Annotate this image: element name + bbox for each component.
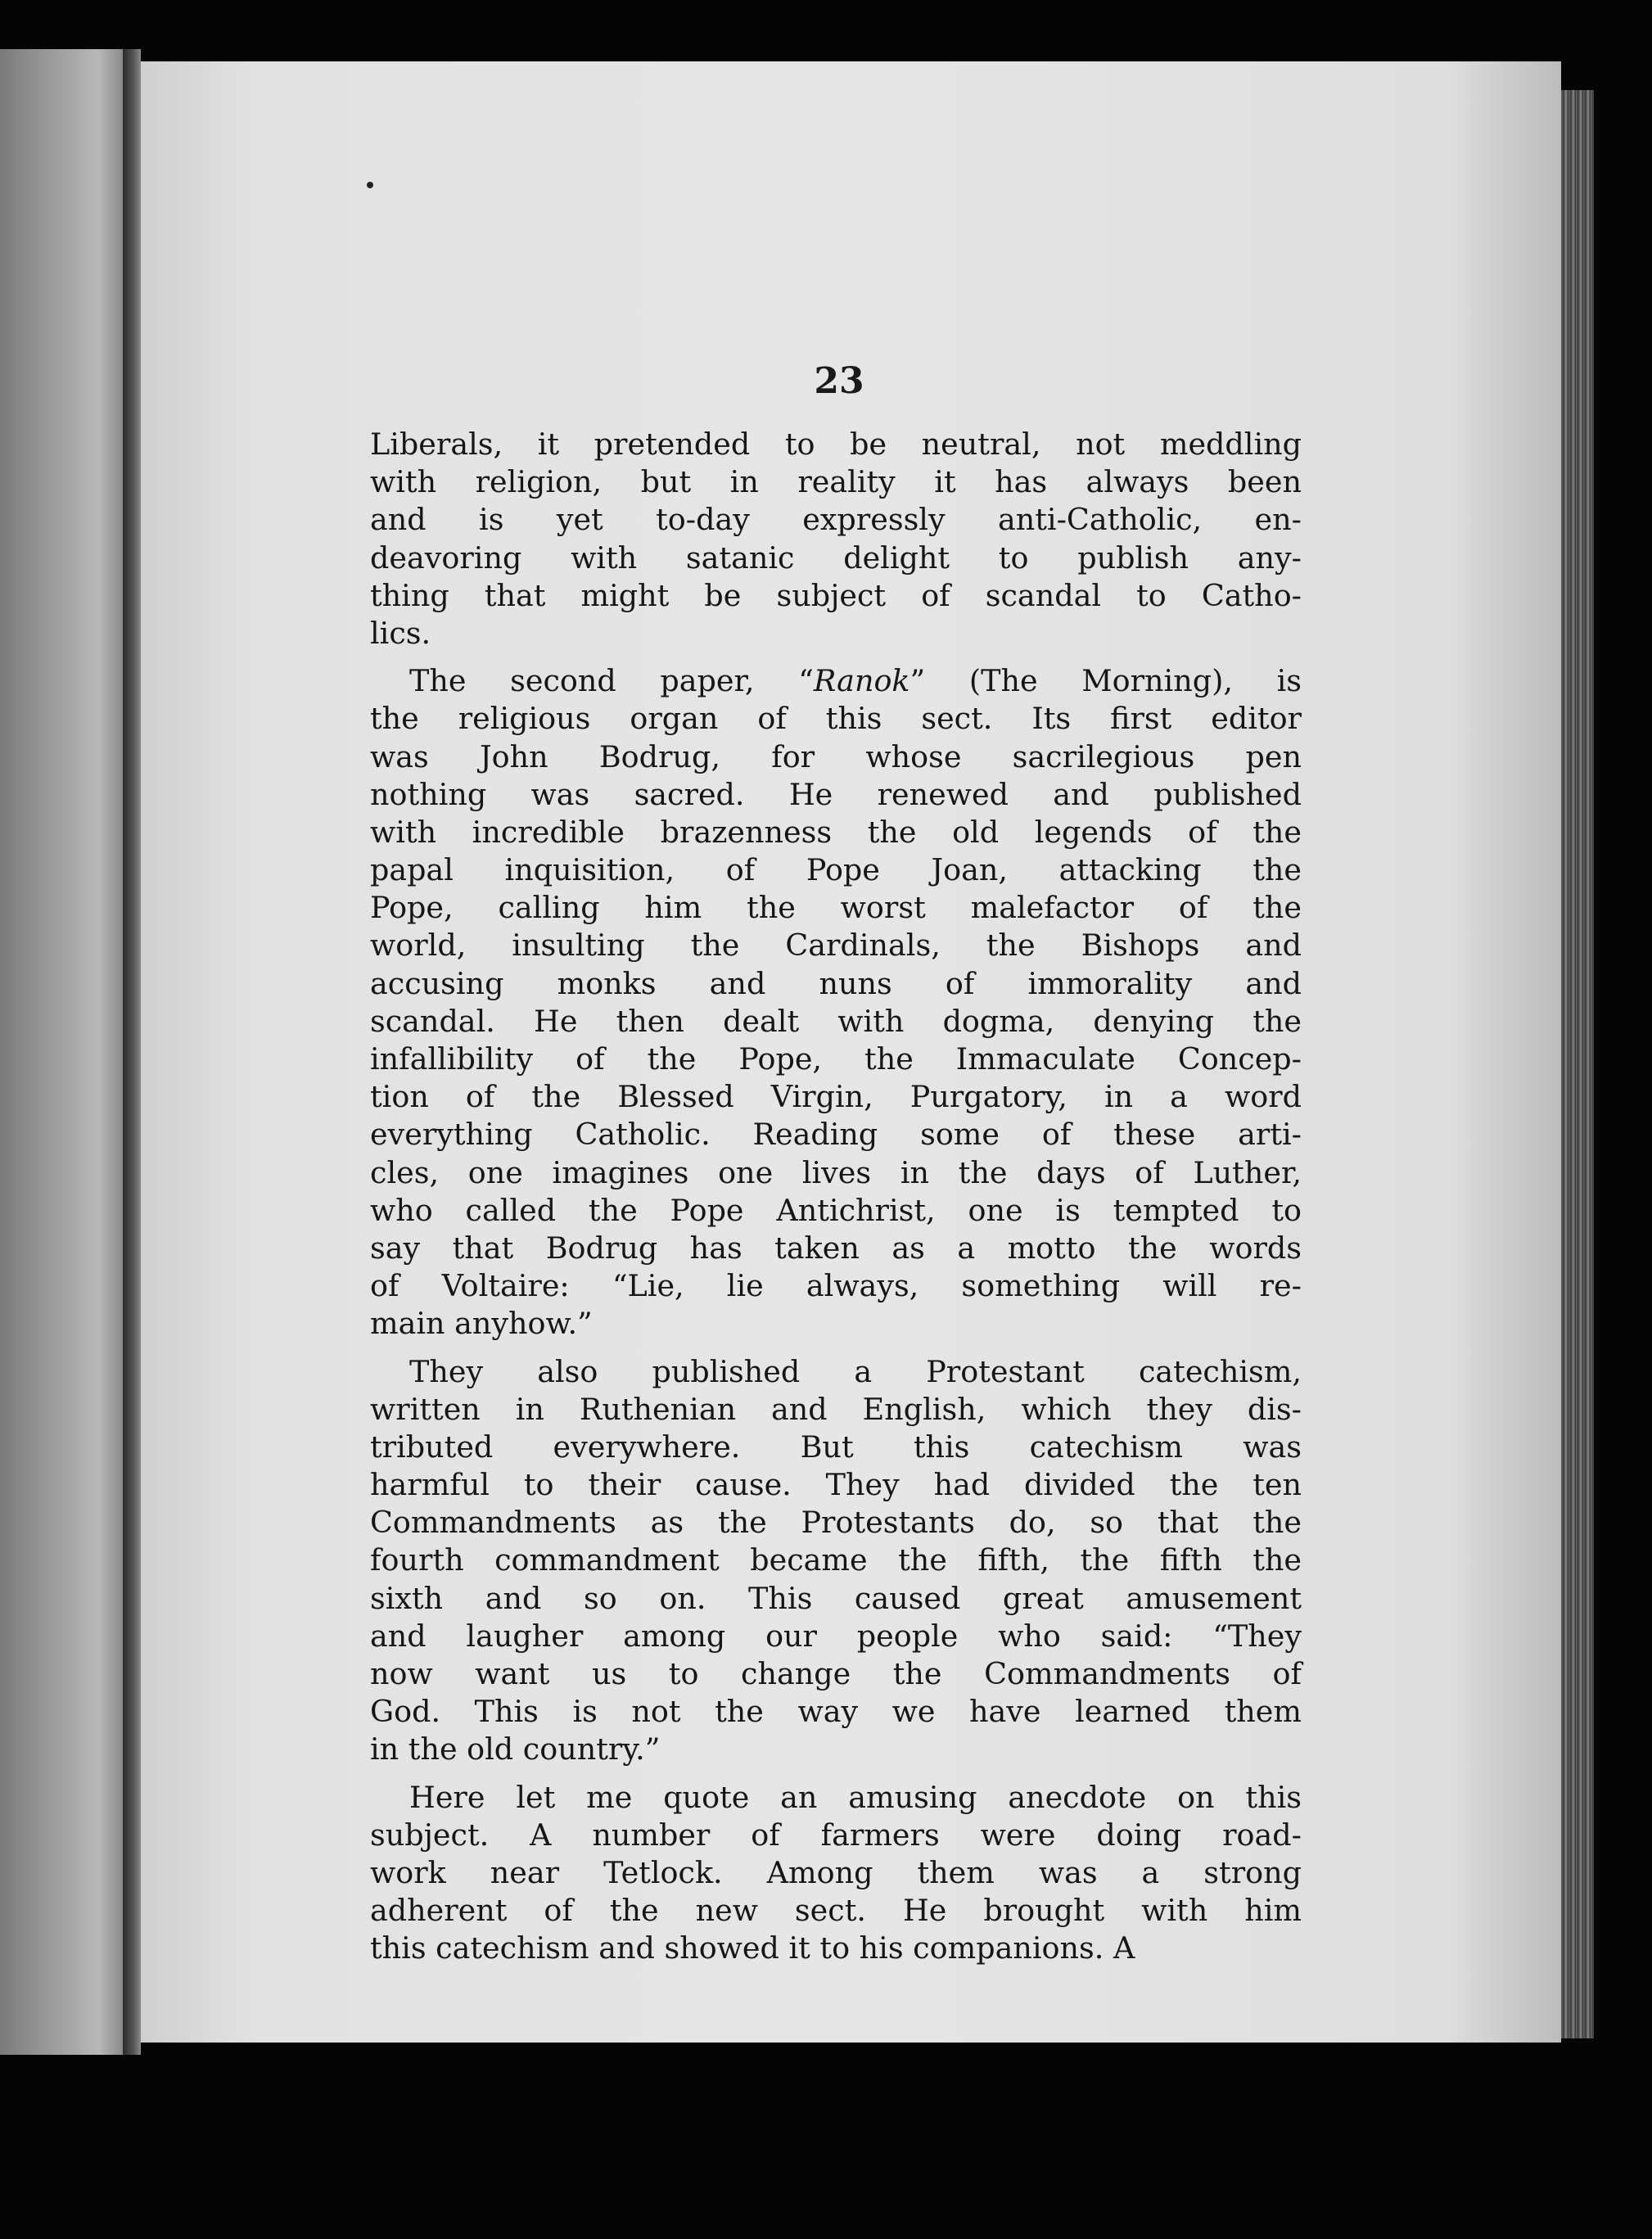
paragraph — [370, 662, 1302, 1343]
body-text — [370, 426, 1302, 1968]
text-line: subject. A number of farmers were doing road- — [370, 1817, 1302, 1853]
text-line: and is yet to-day expressly anti-Catholic, en- — [370, 502, 1302, 538]
text-line: main anyhow.” — [370, 1306, 593, 1342]
text-line: harmful to their cause. They had divided the ten — [370, 1467, 1302, 1503]
text-line: deavoring with satanic delight to publish any- — [370, 539, 1302, 576]
text-line: with religion, but in reality it has always been — [370, 464, 1302, 500]
text-line: tion of the Blessed Virgin, Purgatory, in a word — [370, 1079, 1302, 1115]
text-line: world, insulting the Cardinals, the Bishops and — [370, 928, 1302, 964]
text-line: say that Bodrug has taken as a motto the words — [370, 1230, 1302, 1266]
text-line: sixth and so on. This caused great amusement — [370, 1580, 1302, 1616]
newspaper-title: Ranok — [813, 663, 910, 699]
page-stack-edge — [1561, 90, 1594, 2038]
text-line: Pope, calling him the worst malefactor of the — [370, 890, 1302, 926]
text-line: now want us to change the Commandments of — [370, 1656, 1302, 1691]
text-line: God. This is not the way we have learned them — [370, 1694, 1302, 1730]
text-line: was John Bodrug, for whose sacrilegious pen — [370, 738, 1302, 774]
text-line: the religious organ of this sect. Its first editor — [370, 701, 1302, 737]
scan-speck — [367, 182, 373, 188]
text-line: Here let me quote an amusing anecdote on this — [409, 1779, 1302, 1815]
text-line: of Voltaire: “Lie, lie always, something will re- — [370, 1268, 1302, 1304]
text-line: The second paper, “Ranok” (The Morning), is — [409, 663, 1302, 699]
paragraph — [370, 1779, 1302, 1968]
paragraph — [370, 1353, 1302, 1769]
text-line: who called the Pope Antichrist, one is tempted to — [370, 1192, 1302, 1228]
paragraph — [370, 426, 1302, 652]
text-line: tributed everywhere. But this catechism was — [370, 1429, 1302, 1465]
text-line: cles, one imagines one lives in the days of Luther, — [370, 1154, 1302, 1190]
text-line: accusing monks and nuns of immorality and — [370, 965, 1302, 1001]
text-line: and laugher among our people who said: “They — [370, 1618, 1302, 1654]
text-line: Commandments as the Protestants do, so that the — [370, 1505, 1302, 1541]
text-line: papal inquisition, of Pope Joan, attacking the — [370, 852, 1302, 888]
text-line: in the old country.” — [370, 1731, 661, 1767]
book-gutter — [123, 49, 141, 2055]
text-line: infallibility of the Pope, the Immaculate Concep- — [370, 1041, 1302, 1077]
text-line: nothing was sacred. He renewed and published — [370, 776, 1302, 812]
adjacent-page-edge — [0, 49, 123, 2055]
text-line: with incredible brazenness the old legends of the — [370, 814, 1302, 850]
text-line: Liberals, it pretended to be neutral, not meddling — [370, 427, 1302, 462]
text-line: everything Catholic. Reading some of these arti- — [370, 1117, 1302, 1153]
text-line: written in Ruthenian and English, which they dis- — [370, 1391, 1302, 1427]
text-line: this catechism and showed it to his companions. A — [370, 1930, 1135, 1966]
text-line: scandal. He then dealt with dogma, denying the — [370, 1003, 1302, 1039]
text-line: fourth commandment became the fifth, the fifth the — [370, 1542, 1302, 1578]
text-line: thing that might be subject of scandal to Catho- — [370, 577, 1302, 613]
text-line: They also published a Protestant catechism, — [409, 1353, 1302, 1389]
text-line: work near Tetlock. Among them was a strong — [370, 1854, 1302, 1890]
text-line: lics. — [370, 615, 431, 651]
page-number: 23 — [814, 360, 864, 402]
text-line: adherent of the new sect. He brought with him — [370, 1893, 1302, 1929]
